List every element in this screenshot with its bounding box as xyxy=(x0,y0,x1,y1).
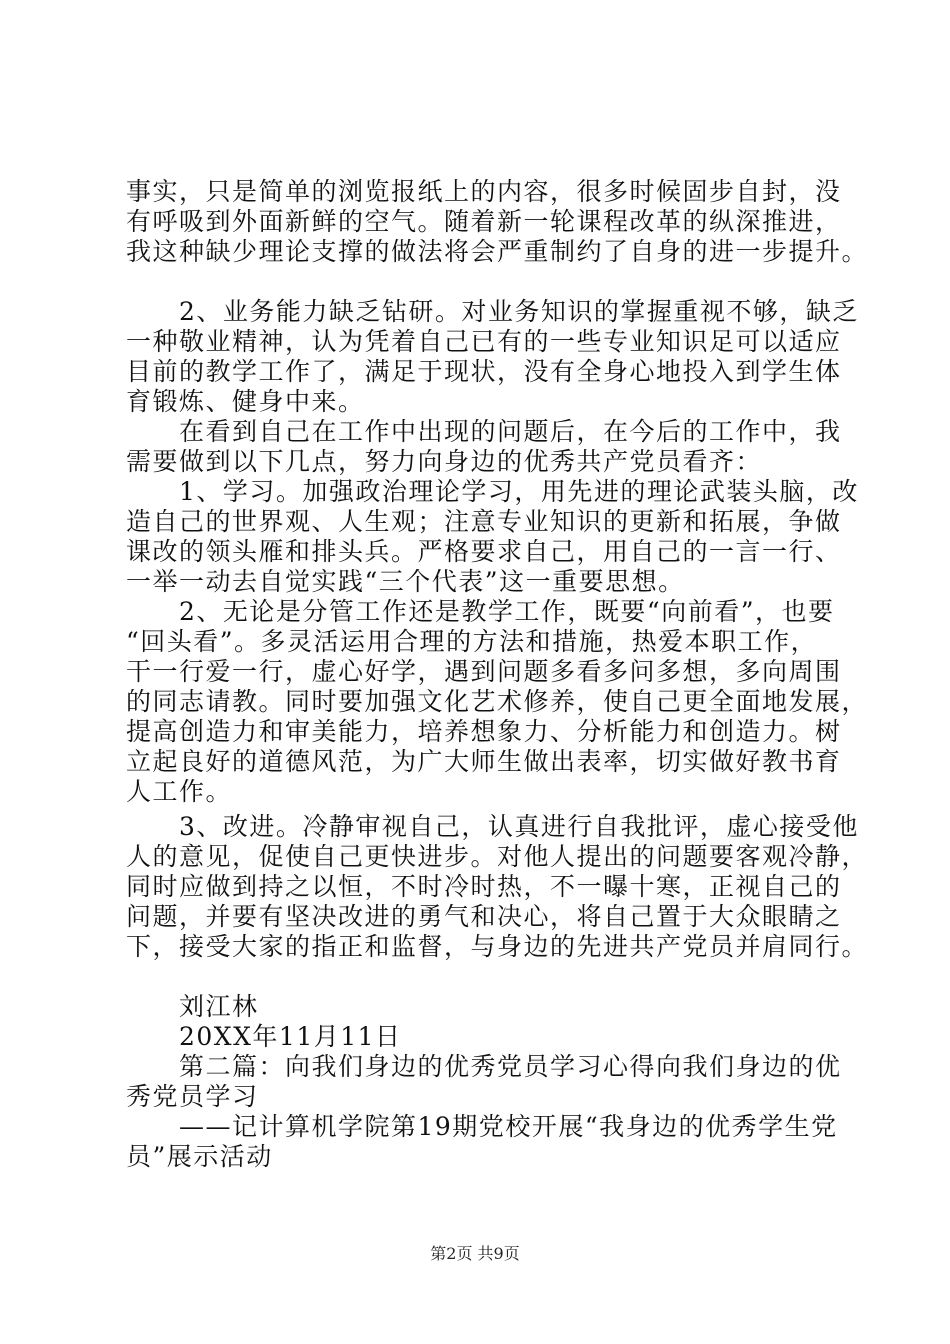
text-line: 提高创造力和审美能力，培养想象力、分析能力和创造力。树 xyxy=(126,717,842,746)
text-line: 同时应做到持之以恒，不时冷时热，不一曝十寒，正视自己的 xyxy=(126,872,842,901)
page-number: 第2页 共9页 xyxy=(430,1244,520,1263)
text-line: 2、业务能力缺乏钻研。对业务知识的掌握重视不够，缺乏 xyxy=(126,297,859,326)
text-line: 有呼吸到外面新鲜的空气。随着新一轮课程改革的纵深推进， xyxy=(126,207,842,236)
text-line: 干一行爱一行，虚心好学，遇到问题多看多问多想，多向周围 xyxy=(126,657,842,686)
text-line: 育锻炼、健身中来。 xyxy=(126,387,365,416)
text-line: “回头看”。多灵活运用合理的方法和措施，热爱本职工作， xyxy=(126,627,818,656)
text-line: 人的意见，促使自己更快进步。对他人提出的问题要客观冷静， xyxy=(126,842,869,871)
section-heading: 第二篇：向我们身边的优秀党员学习心得向我们身边的优 xyxy=(126,1052,842,1081)
text-line: 人工作。 xyxy=(126,777,233,806)
text-line: 一举一动去自觉实践“三个代表”这一重要思想。 xyxy=(126,567,685,596)
text-line: 1、学习。加强政治理论学习，用先进的理论武装头脑，改 xyxy=(126,477,859,506)
text-line: 事实，只是简单的浏览报纸上的内容，很多时候固步自封，没 xyxy=(126,177,842,206)
signature-name: 刘江林 xyxy=(126,992,259,1021)
text-line: 3、改进。冷静审视自己，认真进行自我批评，虚心接受他 xyxy=(126,812,859,841)
signature-date: 20XX年11月11日 xyxy=(126,1022,402,1051)
text-line: 在看到自己在工作中出现的问题后，在今后的工作中，我 xyxy=(126,417,842,446)
section-heading: 秀党员学习 xyxy=(126,1082,259,1111)
text-line: 问题，并要有坚决改进的勇气和决心，将自己置于大众眼睛之 xyxy=(126,902,842,931)
section-subheading: ——记计算机学院第19期党校开展“我身边的优秀学生党 xyxy=(126,1112,838,1141)
text-line: 2、无论是分管工作还是教学工作，既要“向前看”，也要 xyxy=(126,597,835,626)
text-line: 的同志请教。同时要加强文化艺术修养，使自己更全面地发展， xyxy=(126,687,869,716)
text-line: 一种敬业精神，认为凭着自己已有的一些专业知识足可以适应 xyxy=(126,327,842,356)
text-line: 立起良好的道德风范，为广大师生做出表率，切实做好教书育 xyxy=(126,747,842,776)
text-line: 下，接受大家的指正和监督，与身边的先进共产党员并肩同行。 xyxy=(126,932,869,961)
text-line: 目前的教学工作了，满足于现状，没有全身心地投入到学生体 xyxy=(126,357,842,386)
text-line: 造自己的世界观、人生观；注意专业知识的更新和拓展，争做 xyxy=(126,507,842,536)
text-line: 我这种缺少理论支撑的做法将会严重制约了自身的进一步提升。 xyxy=(126,237,869,266)
text-line: 课改的领头雁和排头兵。严格要求自己，用自己的一言一行、 xyxy=(126,537,842,566)
text-line: 需要做到以下几点，努力向身边的优秀共产党员看齐： xyxy=(126,447,763,476)
section-subheading: 员”展示活动 xyxy=(126,1142,273,1171)
